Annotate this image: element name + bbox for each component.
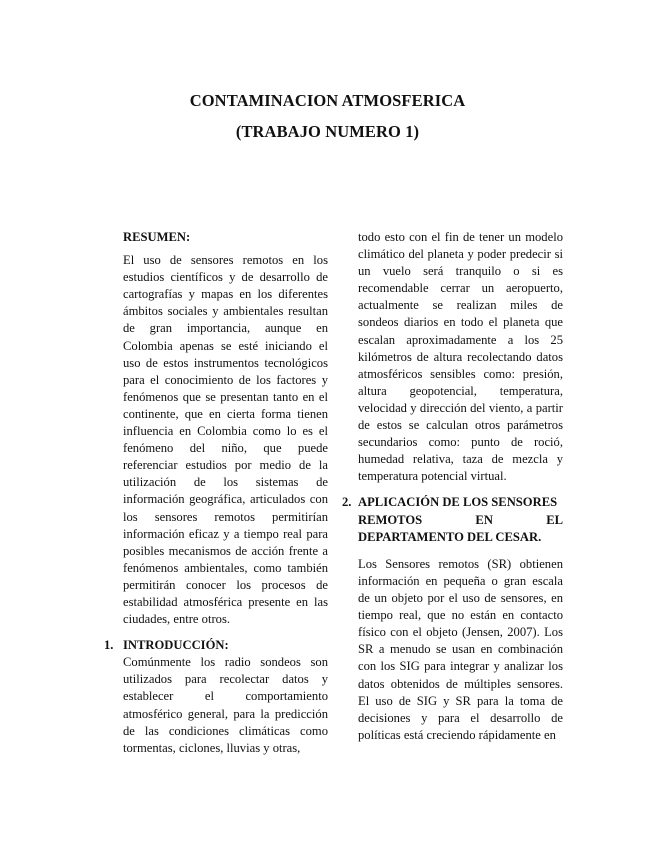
seccion2-heading-word2: EN — [475, 512, 493, 527]
seccion2-number: 2. — [342, 495, 352, 510]
seccion2-heading-line1: APLICACIÓN DE LOS SENSORES — [358, 495, 558, 510]
introduccion-number: 1. — [104, 638, 114, 653]
seccion2-heading-word3: EL — [546, 512, 563, 527]
seccion2-heading — [342, 494, 563, 547]
seccion2-heading-line3: DEPARTAMENTO DEL CESAR. — [358, 530, 542, 545]
left-column — [104, 229, 328, 757]
right-column — [342, 229, 563, 744]
seccion2-heading-word1: REMOTOS — [358, 512, 423, 527]
introduccion-text-part1: Comúnmente los radio sondeos son utilizados para recolectar datos y establecer el comportamiento atmosférico general, para la predicción de las condiciones climáticas como tormentas, ciclones, lluvias y otras, — [123, 655, 328, 755]
introduccion-heading — [104, 637, 328, 654]
resumen-text: El uso de sensores remotos en los estudios científicos y de desarrollo de cartografías y mapas en los diferentes ámbitos sociales y ambientales resultan de gran importancia, aunque en Colombia apenas se esté iniciando el uso de estos instrumentos tecnológicos para el conocimiento de los factores y fenómenos que se presentan tanto en el continente, que en cierta forma tienen influencia en Colombia como lo es el fenómeno del niño, que puede referenciar estudios por medio de la utilización de los sistemas de información geográfica, articulados con los sensores remotos permitirían información eficaz y a tiempo real para posibles mecanismos de acción frente a fenómenos ambientales, como también permitirán conocer los procesos de estabilidad atmosférica presente en las ciudades, entre otros. — [123, 253, 328, 627]
introduccion-text-part2: todo esto con el fin de tener un modelo climático del planeta y poder predecir si un vuelo será tranquilo o si es recomendable cerrar un aeropuerto, actualmente se realizan miles de sondeos diarios en todo el planeta que escalan aproximadamente a los 25 kilómetros de altura recolectando datos atmosféricos sensibles como: presión, altura geopotencial, temperatura, velocidad y dirección del viento, a partir de estos se calculan otros parámetros secundarios como: punto de roció, humedad relativa, taza de mezcla y temperatura potencial virtual. — [358, 230, 563, 484]
document-title: CONTAMINACION ATMOSFERICA — [189, 91, 466, 110]
seccion2-text: Los Sensores remotos (SR) obtienen información en pequeña o gran escala de un objeto por el uso de sensores, en tiempo real, que no están en contacto físico con el objeto (Jensen, 2007). Los SR a menudo se usan en combinación con los SIG para integrar y analizar los datos obtenidos de múltiples sensores. El uso de SIG y SR para la toma de decisiones y para el desarrollo de políticas está creciendo rápidamente en — [358, 556, 563, 742]
document-subtitle: (TRABAJO NUMERO 1) — [235, 122, 420, 141]
introduccion-heading-text: INTRODUCCIÓN: — [123, 638, 229, 653]
seccion2-heading-line2 — [358, 512, 563, 530]
resumen-heading: RESUMEN: — [123, 230, 191, 244]
